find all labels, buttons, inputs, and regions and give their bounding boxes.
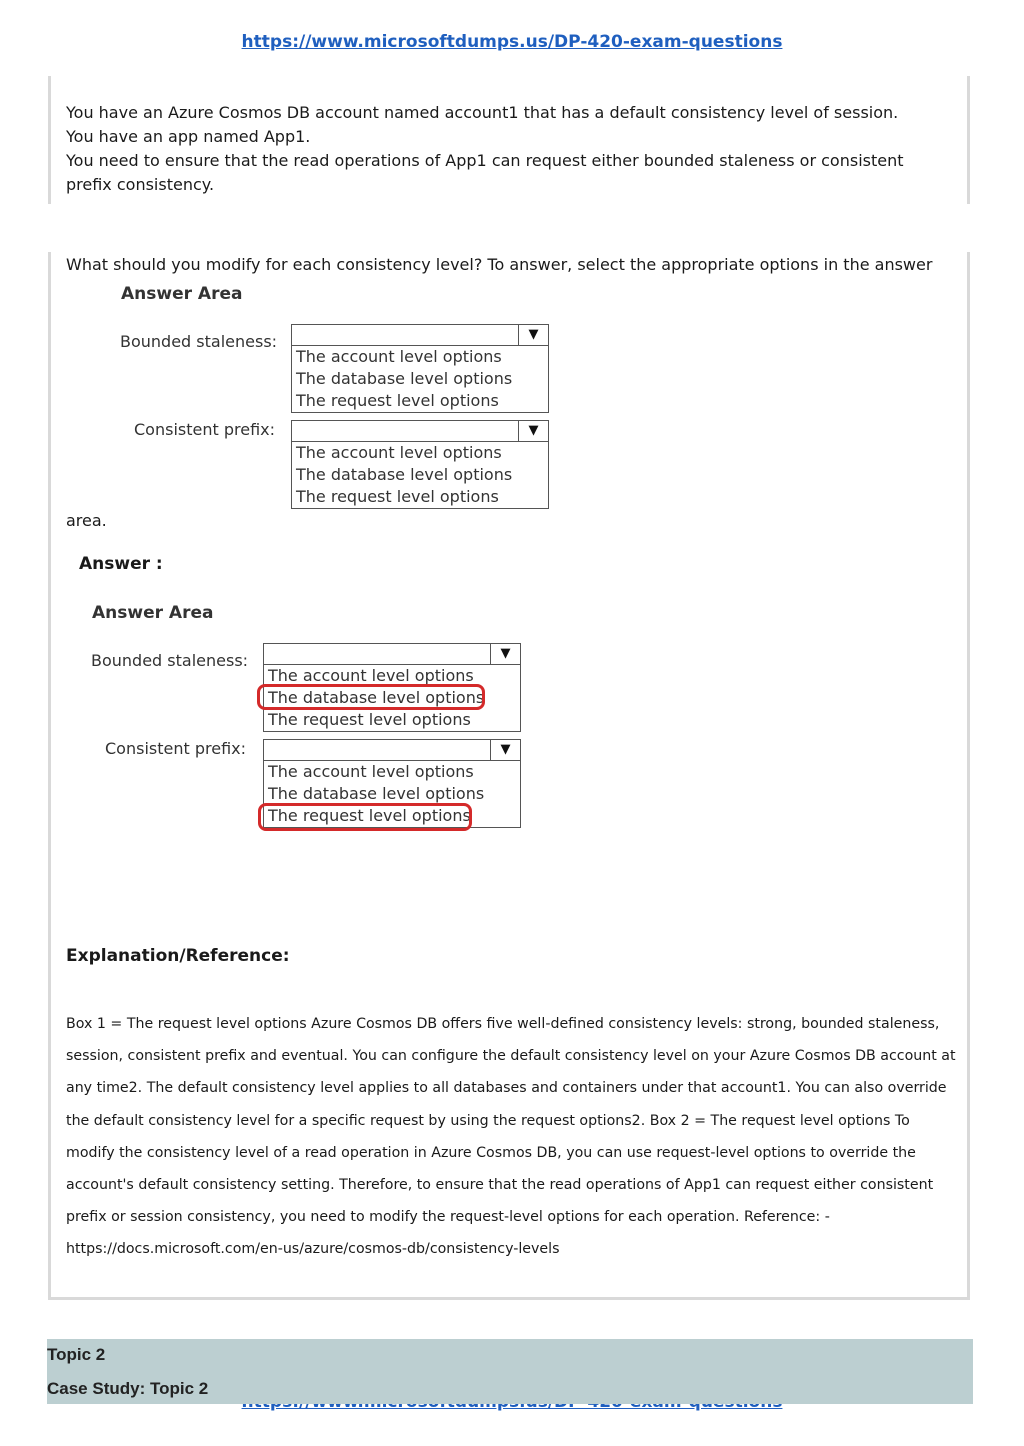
dropdown-option-database[interactable]: The database level options [296,369,513,388]
explanation-title: Explanation/Reference: [66,946,290,966]
dropdown-option-account[interactable]: The account level options [296,443,502,462]
answer-area-title: Answer Area [121,284,243,304]
dropdown-header[interactable] [292,325,548,346]
topic-bar [47,1339,973,1404]
bounded-staleness-label: Bounded staleness: [91,651,249,670]
question-line-3: You need to ensure that the read operations of App1 can request either bounded staleness or consistent [66,151,904,170]
dropdown-option-account[interactable]: The account level options [268,666,474,685]
explanation-text: Box 1 = The request level options Azure Cosmos DB offers five well-defined consistency levels: strong, bounded staleness, session, consistent prefix and eventual. You can configure the default consistency level on your Azure Cosmos DB account at any time2. The default consistency level applies to all databases and containers under that account1. You can also override the default consistency level for a specific request by using the request options2. Box 2 = The request level options To modify the consistency level of a read operation in Azure Cosmos DB, you can use request-level options to override the account's default consistency setting. Therefore, to ensure that the read operations of App1 can request either consistent prefix or session consistency, you need to modify the request-level options for each operation. Reference: - https://docs.microsoft.com/en-us/azure/cosmos-db/consistency-levels [66,1016,956,1258]
chevron-down-icon[interactable]: ▼ [518,421,548,441]
dropdown-option-database[interactable]: The database level options [296,465,513,484]
answer-area-title: Answer Area [92,603,214,623]
question-line-4: prefix consistency. [66,175,215,194]
chevron-down-icon[interactable]: ▼ [490,644,520,664]
dropdown-option-request-selected[interactable]: The request level options [268,806,471,825]
consistent-prefix-label: Consistent prefix: [105,739,246,758]
dropdown-header[interactable] [292,421,548,442]
chevron-down-icon[interactable]: ▼ [518,325,548,345]
case-study-title: Case Study: Topic 2 [47,1379,209,1398]
answer-label: Answer : [79,554,163,574]
consistent-prefix-dropdown[interactable] [291,420,549,509]
dropdown-option-account[interactable]: The account level options [268,762,474,781]
selected-answer-highlight [258,803,472,831]
dropdown-option-request[interactable]: The request level options [296,391,499,410]
consistent-prefix-label: Consistent prefix: [134,420,275,439]
selected-answer-highlight [257,684,485,710]
topic-title: Topic 2 [47,1345,106,1364]
dropdown-option-account[interactable]: The account level options [296,347,502,366]
chevron-down-icon[interactable]: ▼ [490,740,520,760]
bounded-staleness-label: Bounded staleness: [120,332,278,351]
header-url-link[interactable]: https://www.microsoftdumps.us/DP-420-exam-questions [241,32,783,52]
question-prompt: What should you modify for each consistency level? To answer, select the appropriate options in the answer [66,255,933,274]
dropdown-option-request[interactable]: The request level options [296,487,499,506]
dropdown-header[interactable] [264,740,520,761]
dropdown-header[interactable] [264,644,520,665]
question-line-2: You have an app named App1. [66,127,311,146]
dropdown-option-database[interactable]: The database level options [268,784,485,803]
bounded-staleness-dropdown[interactable] [291,324,549,413]
dropdown-option-database-selected[interactable]: The database level options [268,688,485,707]
dropdown-option-request[interactable]: The request level options [268,710,471,729]
question-prompt-end: area. [66,511,107,530]
question-line-1: You have an Azure Cosmos DB account named account1 that has a default consistency level of session. [66,103,899,122]
